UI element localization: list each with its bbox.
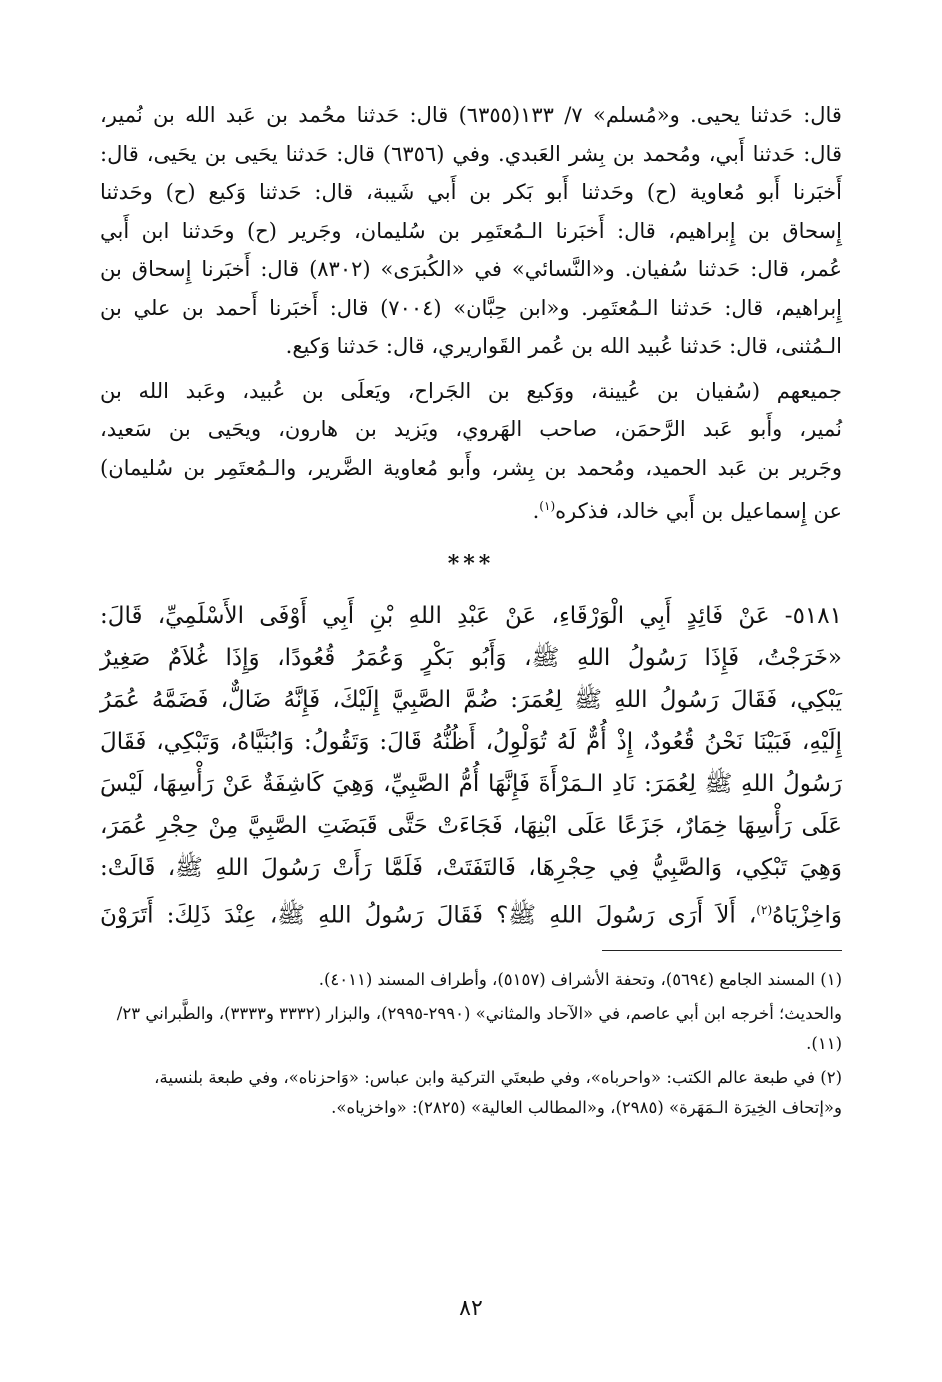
text-line: قال: حَدثنا يحيى. و«مُسلم» ٧/ ١٣٣(٦٣٥٥) قال: حَدثنا محُمد بن عَبد الله بن نُمير،: [100, 103, 842, 127]
text-line: قال: حَدثنا أَبي، ومُحمد بن بِشر العَبدي. وفي (٦٣٥٦) قال: حَدثنا يحَيى بن يحَيى، قال:: [100, 141, 842, 166]
footnote-1-continued: والحديث؛ أخرجه ابن أبي عاصم، في «الآحاد والمثاني» (٢٩٩٠-٢٩٩٥)، والبزار (٣٣٣٢ و٣٣٣٣)، والطَّبراني ٢٣/ (١١).: [116, 1004, 842, 1054]
hadith-line: ٥١٨١- عَنْ فَائِدٍ أَبِي الْوَرْقَاءِ، عَنْ عَبْدِ اللهِ بْنِ أَبِي أَوْفَى الأَسْلَمِيِّ، قَالَ:: [100, 602, 842, 629]
hadith-line: إِلَيْهِ، فَبَيْنَا نَحْنُ قُعُودٌ، إِذْ أُمٌّ لَهُ تُوَلْوِلُ، أَظُنُّهُ قَالَ: وَتَقُولُ: وَابُنَيَّاهُ، وَتَبْكِي، فَقَالَ: [100, 728, 842, 755]
hadith-line: «خَرَجْتُ، فَإِذَا رَسُولُ اللهِ ﷺ، وَأَبُو بَكْرٍ وَعُمَرُ قُعُودًا، وَإِذَا غُلاَمٌ صَغِيرٌ: [100, 644, 842, 671]
page-number: ٨٢: [459, 1296, 483, 1321]
hadith-5181: [100, 595, 842, 937]
text-segment: عن إِسماعيل بن أَبي خالد، فذكره: [555, 499, 842, 523]
hadith-line: وَهِيَ تَبْكِي، وَالصَّبِيُّ فِي حِجْرِهَا، فَالتَفَتَتْ، فَلَمَّا رَأَتْ رَسُولَ اللهِ ﷺ، قَالَتْ:: [100, 854, 842, 881]
text-segment: ، أَلاَ أَرَى رَسُولَ اللهِ ﷺ؟ فَقَالَ رَسُولُ اللهِ ﷺ، عِنْدَ ذَلِكَ: أَتَرَوْنَ: [100, 902, 757, 929]
text-line: الـمُثنى، قال: حَدثنا عُبيد الله بن عُمر القَواريري، قال: حَدثنا وَكيع.: [285, 334, 842, 358]
footnote-2: (٢) في طبعة عالم الكتب: «واحرباه»، وفي طبعتَي التركية وابن عباس: «وَاحزناه»، وفي طبعة بلنسية، و«إتحاف الخِيرَة الـمَهَرة» (٢٩٨٥)، و«المطالب العالية» (٢٨٢٥): «واخزياه».: [154, 1068, 842, 1118]
isnad-paragraph-1: [100, 96, 842, 366]
footnote-ref-2[interactable]: (٢): [756, 902, 773, 917]
footnote-divider: [602, 950, 842, 951]
hadith-line: رَسُولُ اللهِ ﷺ لِعُمَرَ: نَادِ الـمَرْأَةَ فَإِنَّهَا أُمُّ الصَّبِيِّ، وَهِيَ كَاشِفَةٌ عَنْ رَأْسِهَا، لَيْسَ: [100, 770, 842, 797]
text-line: جميعهم (سُفيان بن عُيينة، ووَكيع بن الجَراح، ويَعلَى بن عُبيد، وعَبد الله بن: [100, 378, 842, 403]
text-segment: وَاخِزْيَاهُ: [772, 902, 842, 929]
hadith-line: عَلَى رَأْسِهَا خِمَارٌ، جَزَعًا عَلَى ابْنِهَا، فَجَاءَتْ حَتَّى قَبَضَتِ الصَّبِيَّ مِنْ حِجْرِ عُمَرَ،: [100, 812, 842, 839]
footnotes: [100, 965, 842, 1123]
text-line: نُمير، وأَبو عَبد الرَّحمَن، صاحب الهَروي، ويَزيد بن هارون، ويحَيى بن سَعيد،: [100, 417, 842, 441]
text-line: وجَرير بن عَبد الحميد، ومُحمد بن بِشر، وأَبو مُعاوية الضَّرير، والـمُعتَمِر بن سُليمان): [100, 455, 842, 480]
section-divider: ***: [447, 550, 495, 577]
isnad-paragraph-2: [100, 372, 842, 531]
text-line: إِبراهيم، قال: حَدثنا الـمُعتَمِر. و«ابن حِبَّان» (٧٠٠٤) قال: أَخبَرنا أَحمد بن علي بن: [100, 295, 842, 320]
text-line: أَخبَرنا أَبو مُعاوية (ح) وحَدثنا أَبو بَكر بن أَبي شَيبة، قال: حَدثنا وَكيع (ح) وحَدثنا: [100, 180, 842, 204]
hadith-line: [100, 889, 842, 937]
text-line: إِسحاق بن إِبراهيم، قال: أَخبَرنا الـمُعتَمِر بن سُليمان، وجَرير (ح) وحَدثنا ابن أَبي: [100, 218, 842, 243]
hadith-line: يَبْكِي، فَقَالَ رَسُولُ اللهِ ﷺ لِعُمَرَ: ضُمَّ الصَّبِيَّ إِلَيْكَ، فَإِنَّهُ ضَالٌّ، فَضَمَّهُ عُمَرُ: [100, 686, 842, 713]
text-line: عُمر، قال: حَدثنا سُفيان. و«النَّسائي» في «الكُبرَى» (٨٣٠٢) قال: أَخبَرنا إِسحاق بن: [100, 257, 842, 281]
footnote-ref-1[interactable]: (١): [539, 499, 556, 513]
page-body: [100, 96, 842, 1127]
text-segment: .: [532, 499, 540, 523]
footnote-1: (١) المسند الجامع (٥٦٩٤)، وتحفة الأشراف (٥١٥٧)، وأطراف المسند (٤٠١١).: [318, 970, 842, 990]
text-line: [100, 487, 842, 531]
